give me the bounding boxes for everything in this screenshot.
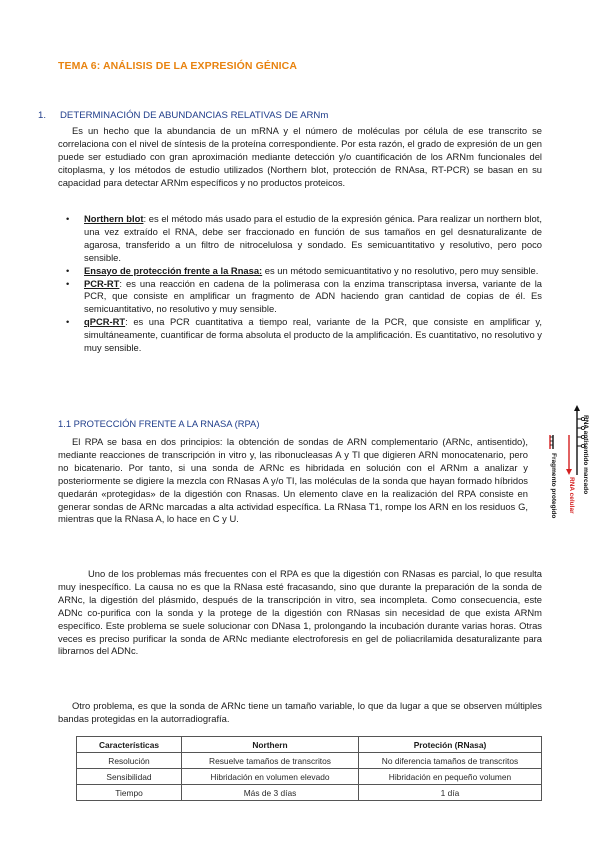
section-1-intro-text: Es un hecho que la abundancia de un mRNA y el número de moléculas por célula de ese transcrito se correlaciona con el nivel de síntesis de la proteína correspondiente. Por esta razón, el grado de expresión de un gen puede ser estudiado con gran aproximación mediante detección y/o cuantificación de los ARNm funcionales del citoplasma, y los métodos de estudio utilizados (Northern blot, protección de RNAsa, RT-PCR) se basan en su capacidad para detectar ARNm específicos y no productos proteicos. — [58, 125, 542, 188]
probe-arrow-icon — [574, 405, 580, 411]
rpa-paragraph-3 — [58, 700, 542, 726]
list-item — [66, 278, 542, 317]
method-term: Ensayo de protección frente a la Rnasa: — [84, 264, 263, 276]
rpa-paragraph-2-text: Uno de los problemas más frecuentes con el RPA es que la digestión con RNasas es parcial, lo que resulta muy inespecífico. La causa no es que la RNasa esté fracasando, sino que durante la preparación de la sonda de ARNc, la digestión del plásmido, después de la transcripción in vitro, sea incompleta. Como consecuencia, este ADNc co-purifica con la sonda y la protege de la digestión con RNasas sin necesidad de que exista ARNm específico. Este problema se suele solucionar con DNasa 1, prolongando la incubación durante varias horas. Otras veces es preciso purificar la sonda de ARNc mediante electroforesis en gel de poliacrilamida desaturalizante para librarnos del ADNc. — [58, 568, 542, 657]
rpa-paragraph-2 — [58, 568, 542, 658]
table-header-cell: Proteción (RNasa) — [359, 737, 542, 753]
method-description: : es una reacción en cadena de la polimerasa con la enzima transcriptasa inversa, variante de la PCR, que consiste en amplificar un fragmento de ADN haciendo gran cantidad de copias de él. Es semicuantitativo, no resolutivo y muy sensible. — [84, 277, 542, 315]
bullet-icon: • — [66, 213, 70, 224]
comparison-table — [76, 736, 542, 801]
table-header-cell: Características — [77, 737, 182, 753]
table-cell: Más de 3 días — [182, 785, 359, 801]
method-term: Northern blot — [84, 213, 144, 224]
section-1-heading-text: DETERMINACIÓN DE ABUNDANCIAS RELATIVAS DE ARNm — [60, 110, 329, 121]
table-row — [77, 785, 542, 801]
rpa-paragraph-1-text: El RPA se basa en dos principios: la obtención de sondas de ARN complementario (ARNc, antisentido), mediante reacciones de transcripción in vitro y, las ribonucleasas A y TI que digieren ARN monocatenario, pero no bicatenario. Por tanto, si una sonda de ARNc es hibridada en solución con el ARNm a analizar y posteriormente se digiere la mezcla con RNasas A y/o TI, las moléculas de la sonda que hayan formado híbridos quedarán «protegidas» de la digestión con Rnasas. Un elemento clave en la realización del RPA consiste en generar sondas de ARNc marcadas a alta actividad específica. La RNasa T1, rompe los ARN en los residuos G, mientras que la RNasa A, lo hace en C y U. — [58, 436, 528, 525]
table-row — [77, 753, 542, 769]
section-1-number: 1. — [38, 110, 47, 121]
rpa-diagram — [544, 405, 590, 555]
list-item — [66, 213, 542, 265]
list-item — [66, 265, 542, 278]
list-item — [66, 316, 542, 355]
bullet-icon: • — [66, 316, 70, 328]
cellular-rna-arrow-icon — [566, 469, 572, 475]
method-description: es un método semicuantitativo y no resolutivo, pero muy sensible. — [262, 264, 539, 276]
section-1-intro — [58, 125, 542, 190]
table-cell: Hibridación en volumen elevado — [182, 769, 359, 785]
table-cell: Sensibilidad — [77, 769, 182, 785]
table-row — [77, 769, 542, 785]
bullet-icon: • — [66, 264, 70, 276]
section-1-heading — [38, 110, 328, 121]
method-description: : es el método más usado para el estudio de la expresión génica. Para realizar un northern blot, una vez extraído el RNA, debe ser fraccionado en función de sus tamaños en gel desnaturalizante de agarosa, transferido a un filtro de nitrocelulosa y sondado. Es semicuantitativo y resolutivo, pero poco sensible. — [84, 213, 542, 263]
method-description: : es una PCR cuantitativa a tiempo real, variante de la PCR, que consiste en amplificar y, simultáneamente, cuantificar de forma absoluta el producto de la amplificación. Es cuantitativo, no resolutivo y muy sensible. — [84, 316, 542, 354]
section-1-1-heading: 1.1 PROTECCIÓN FRENTE A LA RNASA (RPA) — [58, 418, 260, 429]
table-header-cell: Northern — [182, 737, 359, 753]
table-cell: Hibridación en pequeño volumen — [359, 769, 542, 785]
rpa-paragraph-1 — [58, 436, 528, 526]
table-cell: No diferencia tamaños de transcritos — [359, 753, 542, 769]
methods-list — [66, 213, 542, 355]
probe-label: RNA antisentido marcado — [582, 415, 589, 495]
table-cell: Resolución — [77, 753, 182, 769]
document-title: TEMA 6: ANÁLISIS DE LA EXPRESIÓN GÉNICA — [58, 60, 298, 72]
table-cell: 1 día — [359, 785, 542, 801]
protected-fragment-label: Fragmento protegido — [550, 453, 557, 519]
table-cell: Tiempo — [77, 785, 182, 801]
table-cell: Resuelve tamaños de transcritos — [182, 753, 359, 769]
bullet-icon: • — [66, 277, 70, 289]
method-term: PCR-RT — [84, 277, 120, 289]
method-term: qPCR-RT — [84, 316, 126, 328]
rpa-paragraph-3-text: Otro problema, es que la sonda de ARNc tiene un tamaño variable, lo que da lugar a que se observen múltiples bandas protegidas en la autorradiografía. — [58, 700, 542, 724]
table-header-row — [77, 737, 542, 753]
cellular-rna-label: RNA celular — [568, 477, 575, 514]
